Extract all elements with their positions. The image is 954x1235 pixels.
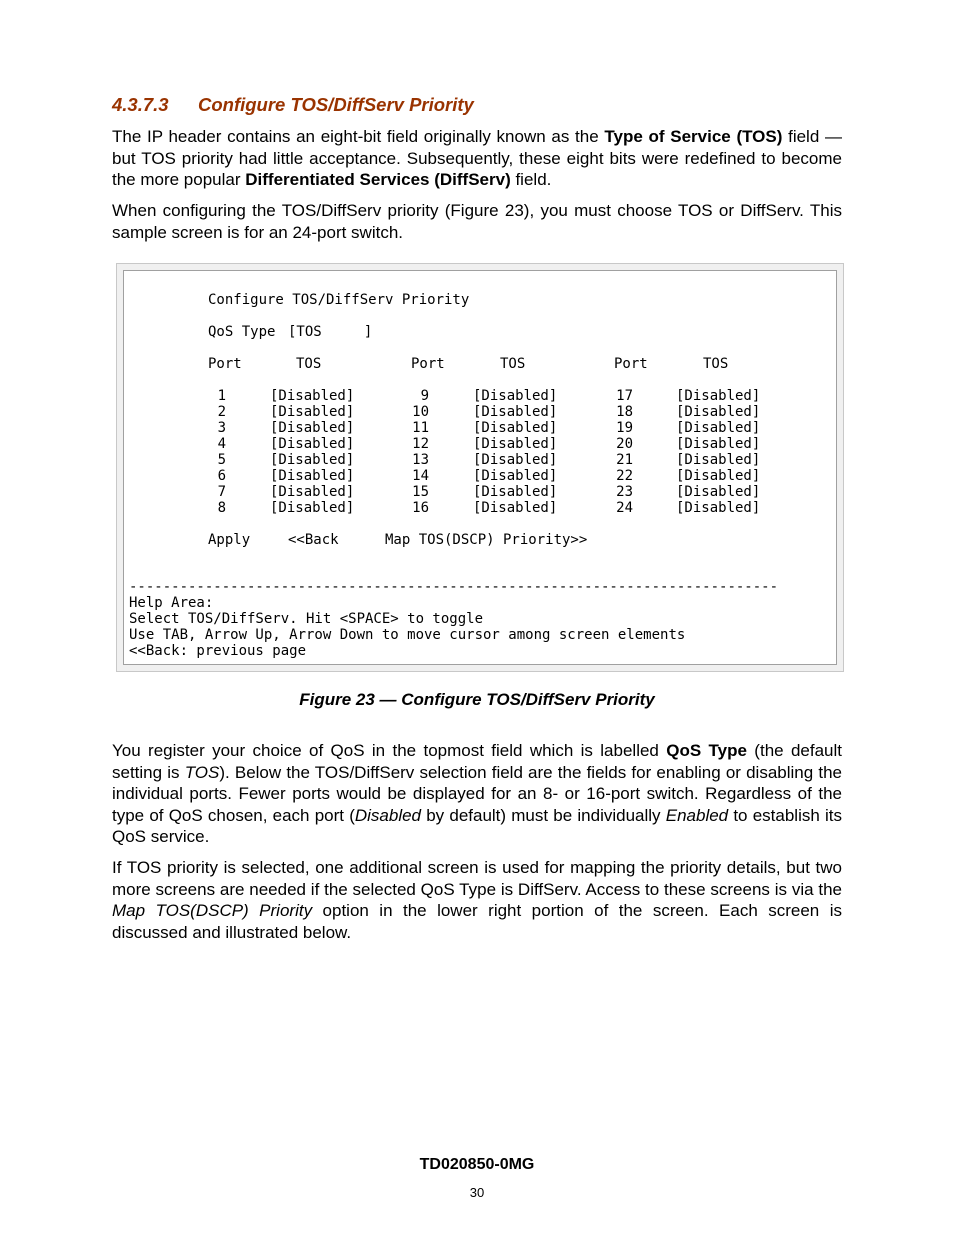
port-tos-toggle[interactable]: [Disabled] [676,388,761,404]
port-tos-toggle[interactable]: [Disabled] [473,500,558,516]
help-title: Help Area: [129,595,214,611]
port-tos-toggle[interactable]: [Disabled] [676,404,761,420]
port-tos-toggle[interactable]: [Disabled] [270,404,355,420]
port-tos-toggle[interactable]: [Disabled] [270,436,355,452]
port-number: 13 [412,452,429,468]
text-run: (the default setting is [112,741,842,782]
port-number: 3 [217,420,226,436]
port-number: 20 [616,436,633,452]
apply-button[interactable]: Apply [208,532,251,548]
config-paragraph: When configuring the TOS/DiffServ priority (Figure 23), you must choose TOS or DiffServ. This sample screen is for an 24-port switch. [112,201,842,242]
port-tos-toggle[interactable]: [Disabled] [676,468,761,484]
col3-tos-header: TOS [703,356,729,372]
col2-tos-header: TOS [500,356,526,372]
port-tos-toggle[interactable]: [Disabled] [270,452,355,468]
bold-term-qos-type: QoS Type [666,741,747,760]
section-number: 4.3.7.3 [112,94,169,115]
port-tos-toggle[interactable]: [Disabled] [676,500,761,516]
port-number: 12 [412,436,429,452]
screen-title: Configure TOS/DiffServ Priority [208,292,470,308]
text-run: ). Below the TOS/DiffServ selection field are the fields for enabling or disabling the individual ports. Fewer ports would be displayed for an 8- or 16-port switch. Regardless of the type of QoS chosen, each port ( [112,762,842,825]
port-tos-toggle[interactable]: [Disabled] [473,484,558,500]
section-title: Configure TOS/DiffServ Priority [198,94,474,115]
port-tos-toggle[interactable]: [Disabled] [270,484,355,500]
help-line: Select TOS/DiffServ. Hit <SPACE> to toggle [129,611,484,627]
port-number: 19 [616,420,633,436]
text-run: field — but TOS priority had little acceptance. Subsequently, these eight bits were redefined to become the more popular [112,127,842,189]
port-number: 2 [217,404,226,420]
intro-paragraph [112,126,842,191]
port-tos-toggle[interactable]: [Disabled] [270,420,355,436]
port-tos-toggle[interactable]: [Disabled] [270,388,355,404]
port-tos-toggle[interactable]: [Disabled] [676,484,761,500]
port-number: 6 [217,468,226,484]
back-button[interactable]: <<Back [288,532,339,548]
port-number: 14 [412,468,429,484]
help-line: <<Back: previous page [129,643,307,659]
port-tos-toggle[interactable]: [Disabled] [473,436,558,452]
port-number: 17 [616,388,633,404]
port-number: 5 [217,452,226,468]
port-number: 10 [412,404,429,420]
port-tos-toggle[interactable]: [Disabled] [473,388,558,404]
port-tos-toggle[interactable]: [Disabled] [270,500,355,516]
help-line: Use TAB, Arrow Up, Arrow Down to move cursor among screen elements [129,627,686,643]
text-run: by default) must be individually [421,805,666,825]
bold-term-tos: Type of Service (TOS) [604,127,783,146]
port-number: 18 [616,404,633,420]
port-number: 22 [616,468,633,484]
port-tos-toggle[interactable]: [Disabled] [676,420,761,436]
text-run: The IP header contains an eight-bit field originally known as the [112,127,605,146]
col3-port-header: Port [614,356,648,372]
help-divider: ----------------------------------------------------------------------------- [129,579,779,595]
page-number: 30 [469,1185,485,1200]
text-run: option in the lower right portion of the screen. Each screen is discussed and illustrated below. [112,901,842,942]
text-run: You register your choice of QoS in the topmost field which is labelled [112,741,667,760]
qos-type-label: QoS Type [208,324,276,340]
bold-term-diffserv: Differentiated Services (DiffServ) [245,170,511,189]
port-number: 8 [217,500,226,516]
italic-term: Map TOS(DSCP) Priority [112,901,313,920]
figure-caption: Figure 23 — Configure TOS/DiffServ Priority [299,690,655,709]
port-number: 7 [217,484,226,500]
port-number: 11 [412,420,429,436]
port-tos-toggle[interactable]: [Disabled] [473,420,558,436]
italic-term: Disabled [354,805,422,825]
document-id: TD020850-0MG [419,1156,535,1173]
port-tos-toggle[interactable]: [Disabled] [676,436,761,452]
port-number: 24 [616,500,633,516]
qos-type-select[interactable]: [TOS ] [288,324,373,340]
port-tos-toggle[interactable]: [Disabled] [676,452,761,468]
port-number: 15 [412,484,429,500]
port-number: 1 [217,388,226,404]
map-priority-button[interactable]: Map TOS(DSCP) Priority>> [385,532,588,548]
italic-term: TOS [184,762,220,782]
text-run: If TOS priority is selected, one additional screen is used for mapping the priority details, but two more screens are needed if the selected QoS Type is DiffServ. Access to these screens is via the [112,858,842,899]
port-number: 4 [217,436,226,452]
text-run: field. [510,170,552,189]
port-number: 21 [616,452,633,468]
port-tos-toggle[interactable]: [Disabled] [473,452,558,468]
text-run: to establish its QoS service. [112,805,842,846]
col2-port-header: Port [411,356,445,372]
italic-term: Enabled [665,805,729,825]
section-heading [112,94,474,116]
port-number: 9 [420,388,429,404]
port-number: 16 [412,500,429,516]
port-tos-toggle[interactable]: [Disabled] [473,468,558,484]
port-tos-toggle[interactable]: [Disabled] [473,404,558,420]
col1-tos-header: TOS [296,356,322,372]
col1-port-header: Port [208,356,242,372]
port-tos-toggle[interactable]: [Disabled] [270,468,355,484]
mapping-paragraph [112,857,842,943]
qos-paragraph [112,740,842,848]
terminal-screen [123,270,837,665]
port-number: 23 [616,484,633,500]
